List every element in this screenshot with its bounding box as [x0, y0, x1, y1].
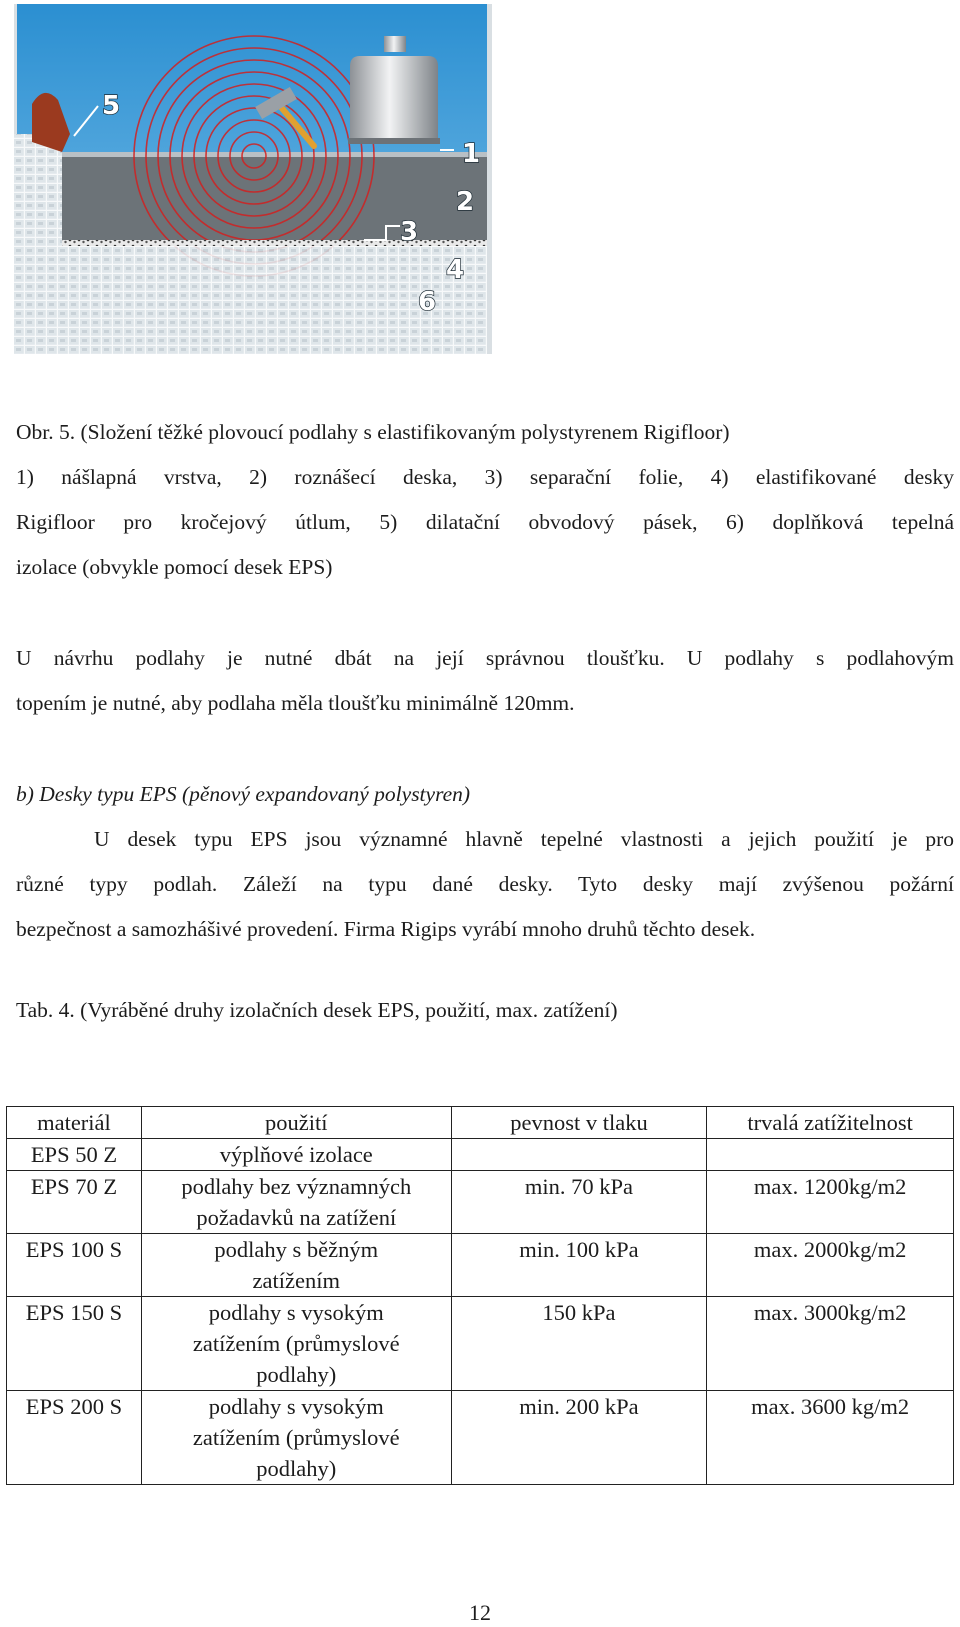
- callout-6: 6: [418, 287, 437, 317]
- caption-line: Rigifloor pro kročejový útlum, 5) dilatační obvodový pásek, 6) doplňková tepelná: [16, 510, 954, 534]
- load-cell: max. 3000kg/m2: [707, 1297, 954, 1391]
- header-cell: trvalá zatížitelnost: [707, 1107, 954, 1139]
- paragraph-line: různé typy podlah. Záleží na typu dané desky. Tyto desky mají zvýšenou požární: [16, 872, 954, 896]
- header-cell: materiál: [7, 1107, 142, 1139]
- callout-4: 4: [446, 255, 465, 285]
- use-cell: podlahy s vysokým zatížením (průmyslové podlahy): [141, 1297, 451, 1391]
- strength-cell: 150 kPa: [451, 1297, 707, 1391]
- callout-3: 3: [400, 217, 419, 247]
- table-row: [7, 1234, 954, 1297]
- eps-table: [6, 1106, 954, 1485]
- material-cell: EPS 200 S: [7, 1391, 142, 1485]
- page-number: 12: [469, 1600, 491, 1625]
- load-cell: [707, 1139, 954, 1171]
- caption-line: 1) nášlapná vrstva, 2) roznášecí deska, 3) separační folie, 4) elastifikované desky: [16, 465, 954, 489]
- paragraph-line: U desek typu EPS jsou významné hlavně tepelné vlastnosti a jejich použití je pro: [94, 827, 954, 851]
- table-row: [7, 1391, 954, 1485]
- use-cell: podlahy s běžným zatížením: [141, 1234, 451, 1297]
- table-row: [7, 1171, 954, 1234]
- use-cell: podlahy bez významných požadavků na zatížení: [141, 1171, 451, 1234]
- strength-cell: [451, 1139, 707, 1171]
- callout-5: 5: [102, 91, 121, 121]
- paragraph-line: topením je nutné, aby podlaha měla tloušťku minimálně 120mm.: [16, 691, 575, 715]
- thickness-paragraph: [16, 636, 954, 726]
- caption-line: Obr. 5. (Složení těžké plovoucí podlahy s elastifikovaným polystyrenem Rigifloor): [16, 420, 730, 444]
- figure-caption: [16, 410, 954, 590]
- strength-cell: min. 70 kPa: [451, 1171, 707, 1234]
- callout-2: 2: [456, 187, 475, 217]
- strength-cell: min. 100 kPa: [451, 1234, 707, 1297]
- material-cell: EPS 50 Z: [7, 1139, 142, 1171]
- use-cell: podlahy s vysokým zatížením (průmyslové podlahy): [141, 1391, 451, 1485]
- paragraph-line: U návrhu podlahy je nutné dbát na její správnou tloušťku. U podlahy s podlahovým: [16, 646, 954, 670]
- header-cell: použití: [141, 1107, 451, 1139]
- paragraph-line: bezpečnost a samozhášivé provedení. Firma Rigips vyrábí mnoho druhů těchto desek.: [16, 917, 756, 941]
- header-cell: pevnost v tlaku: [451, 1107, 707, 1139]
- section-b-heading: b) Desky typu EPS (pěnový expandovaný polystyren): [16, 782, 471, 806]
- caption-line: izolace (obvykle pomocí desek EPS): [16, 555, 333, 579]
- load-cell: max. 3600 kg/m2: [707, 1391, 954, 1485]
- table-header-row: [7, 1107, 954, 1139]
- use-cell: výplňové izolace: [141, 1139, 451, 1171]
- table-row: [7, 1297, 954, 1391]
- eps-paragraph: [16, 817, 954, 952]
- strength-cell: min. 200 kPa: [451, 1391, 707, 1485]
- load-cell: max. 1200kg/m2: [707, 1171, 954, 1234]
- floor-composition-figure: [14, 4, 498, 360]
- material-cell: EPS 150 S: [7, 1297, 142, 1391]
- load-cell: max. 2000kg/m2: [707, 1234, 954, 1297]
- material-cell: EPS 70 Z: [7, 1171, 142, 1234]
- material-cell: EPS 100 S: [7, 1234, 142, 1297]
- callout-1: 1: [462, 139, 481, 169]
- table-caption: Tab. 4. (Vyráběné druhy izolačních desek EPS, použití, max. zatížení): [16, 998, 618, 1022]
- table-row: [7, 1139, 954, 1171]
